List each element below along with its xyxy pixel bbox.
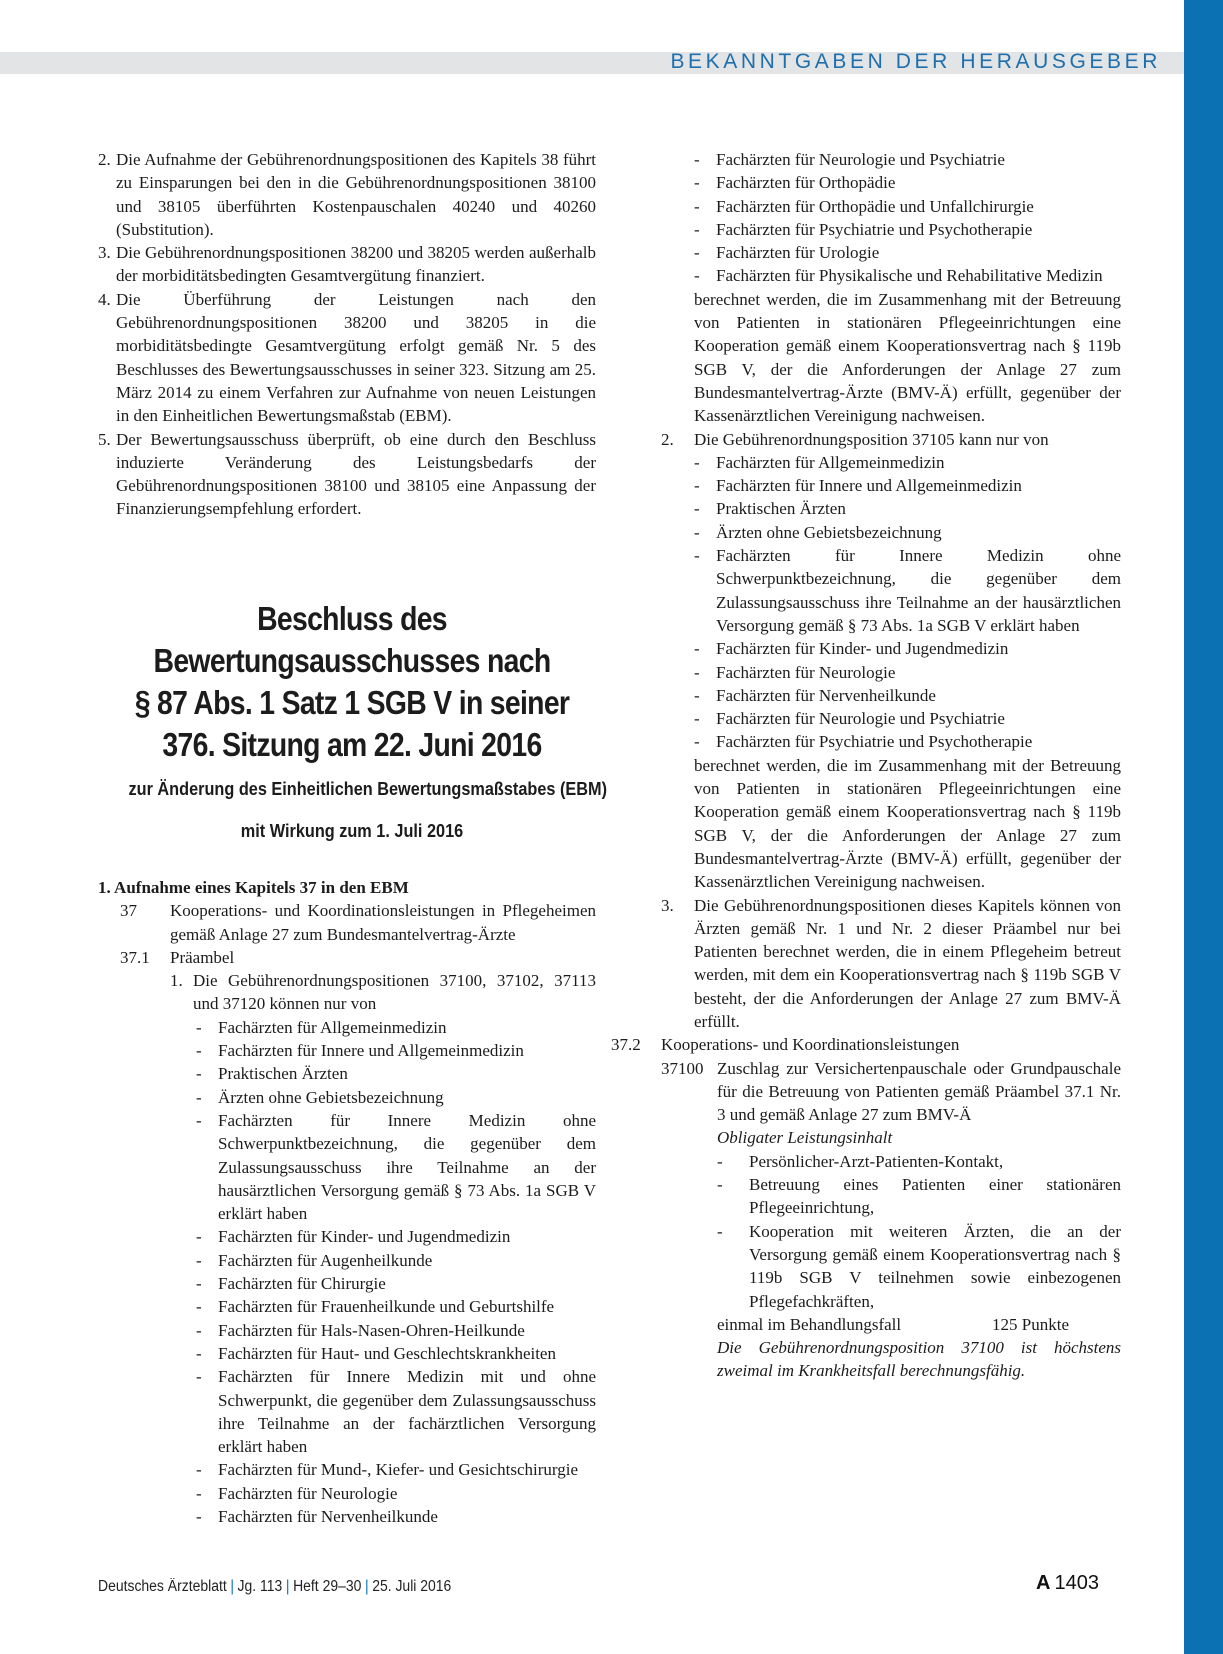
list-item — [639, 707, 1121, 730]
list-item-text: Fachärzten für Innere Medizin ohne Schwerpunktbezeichnung, die gegenüber dem Zulassungsausschuss ihre Teilnahme an der hausärztlichen Versorgung gemäß § 73 Abs. 1a SGB V erklärt haben — [218, 1110, 596, 1224]
list-dash: - — [694, 476, 700, 496]
list-dash: - — [694, 639, 700, 659]
subchapter-37-1 — [98, 946, 596, 969]
list-item — [98, 1295, 596, 1318]
intro-number: 2. — [98, 150, 111, 169]
list-dash: - — [717, 1151, 723, 1171]
list-item-text: Fachärzten für Psychiatrie und Psychotherapie — [716, 219, 1033, 239]
list-item-text: Fachärzten für Haut- und Geschlechtskrankheiten — [218, 1343, 556, 1363]
preamble-item-2 — [639, 428, 1121, 451]
list-item — [639, 1220, 1121, 1313]
list-dash: - — [196, 1274, 202, 1294]
list-item — [639, 195, 1121, 218]
intro-item — [98, 288, 596, 428]
list-item — [639, 637, 1121, 660]
page-number — [1036, 1572, 1099, 1595]
list-item — [639, 148, 1121, 171]
list-item-text: Fachärzten für Kinder- und Jugendmedizin — [716, 639, 1009, 659]
list-item — [98, 1482, 596, 1505]
heading-line: § 87 Abs. 1 Satz 1 SGB V in seiner — [134, 684, 570, 721]
journal-date: 25. Juli 2016 — [372, 1578, 452, 1595]
list-item — [639, 474, 1121, 497]
intro-number: 4. — [98, 289, 111, 309]
list-item — [639, 451, 1121, 474]
intro-number: 3. — [98, 243, 111, 263]
list-dash: - — [196, 1064, 202, 1084]
list-item — [639, 521, 1121, 544]
list-item-text: Fachärzten für Innere Medizin mit und ohne Schwerpunkt, die gegenüber dem Zulassungsausschuss ihre Teilnahme an der fachärztlichen Versorgung erklärt haben — [218, 1367, 596, 1457]
section-title: 1. Aufnahme eines Kapitels 37 in den EBM — [98, 878, 409, 897]
list-item — [98, 1272, 596, 1295]
gop-number: 37100 — [661, 1058, 704, 1078]
subchapter-37-2 — [611, 1033, 1121, 1056]
list-item-text: Fachärzten für Hals-Nasen-Ohren-Heilkunde — [218, 1320, 525, 1340]
chapter-title: Kooperations- und Koordinationsleistungen in Pflegeheimen gemäß Anlage 27 zum Bundesmantelvertrag-Ärzte — [170, 901, 596, 944]
list-dash: - — [196, 1087, 202, 1107]
list-dash: - — [694, 709, 700, 729]
intro-text: Die Aufnahme der Gebührenordnungspositionen des Kapitels 38 führt zu Einsparungen bei den in die Gebührenordnungspositionen 38100 und 38105 überführten Kostenpauschalen 40240 und 40260 (Substitution). — [116, 150, 596, 239]
list-item-text: Fachärzten für Orthopädie und Unfallchirurgie — [716, 196, 1034, 216]
page-number-value: 1403 — [1054, 1572, 1099, 1594]
list-dash: - — [717, 1221, 723, 1241]
list-dash: - — [694, 732, 700, 752]
list-dash: - — [694, 499, 700, 519]
list-dash: - — [694, 243, 700, 263]
list-item — [98, 1039, 596, 1062]
subchapter-number: 37.1 — [120, 947, 150, 967]
gop-description: Zuschlag zur Versichertenpauschale oder Grundpauschale für die Betreuung von Patienten gemäß Präambel 37.1 Nr. 3 und gemäß Anlage 27 zum BMV-Ä — [717, 1058, 1121, 1125]
list-item-text: Fachärzten für Nervenheilkunde — [716, 685, 936, 705]
list-item-text: Praktischen Ärzten — [716, 499, 846, 519]
list-item — [98, 1225, 596, 1248]
list-item-text: Fachärzten für Augenheilkunde — [218, 1250, 433, 1270]
list-dash: - — [196, 1343, 202, 1363]
preamble-number: 2. — [661, 429, 674, 449]
list-item-text: Fachärzten für Psychiatrie und Psychotherapie — [716, 732, 1033, 752]
list-item-text: Kooperation mit weiteren Ärzten, die an der Versorgung gemäß einem Kooperationsvertrag nach § 119b SGB V teilnehmen sowie einbezogenen Pflegefachkräften, — [749, 1221, 1121, 1311]
list-item — [639, 684, 1121, 707]
list-item-text: Fachärzten für Nervenheilkunde — [218, 1507, 438, 1527]
chapter-37 — [98, 899, 596, 946]
list-item-text: Fachärzten für Neurologie — [716, 662, 896, 682]
gop-frequency-row — [639, 1313, 1121, 1336]
list-item — [639, 497, 1121, 520]
list-item-text: Fachärzten für Allgemeinmedizin — [716, 452, 945, 472]
list-dash: - — [196, 1250, 202, 1270]
list-item — [639, 1173, 1121, 1220]
list-item-text: Fachärzten für Neurologie und Psychiatrie — [716, 150, 1005, 169]
list-item-text: Fachärzten für Mund-, Kiefer- und Gesichtschirurgie — [218, 1460, 578, 1480]
preamble-item-1 — [98, 969, 596, 1016]
specialist-list — [639, 148, 1121, 288]
list-item — [639, 661, 1121, 684]
list-item-text: Fachärzten für Innere Medizin ohne Schwerpunktbezeichnung, die gegenüber dem Zulassungsausschuss ihre Teilnahme an der hausärztlichen Versorgung gemäß § 73 Abs. 1a SGB V erklärt haben — [716, 546, 1121, 635]
list-item-text: Fachärzten für Frauenheilkunde und Geburtshilfe — [218, 1297, 555, 1317]
right-column — [611, 148, 1121, 1383]
list-dash: - — [196, 1367, 202, 1387]
list-dash: - — [694, 522, 700, 542]
gop-frequency: einmal im Behandlungsfall — [717, 1314, 902, 1334]
list-item-text: Ärzten ohne Gebietsbezeichnung — [218, 1087, 444, 1107]
list-item-text: Ärzten ohne Gebietsbezeichnung — [716, 522, 942, 542]
section1 — [98, 876, 596, 1528]
gop-37100 — [639, 1057, 1121, 1127]
specialist-list — [98, 1016, 596, 1529]
intro-text: Die Gebührenordnungspositionen 38200 und 38205 werden außerhalb der morbiditätsbedingten Gesamtvergütung finanziert. — [116, 243, 596, 286]
list-item — [639, 218, 1121, 241]
list-item-text: Fachärzten für Allgemeinmedizin — [218, 1017, 447, 1037]
list-item-text: Betreuung eines Patienten einer stationären Pflegeeinrichtung, — [749, 1175, 1121, 1218]
list-item — [98, 1458, 596, 1481]
preamble-text: Die Gebührenordnungsposition 37105 kann nur von — [694, 429, 1049, 449]
list-dash: - — [717, 1175, 723, 1195]
heading-line: 376. Sitzung am 22. Juni 2016 — [162, 726, 542, 763]
list-item — [98, 1342, 596, 1365]
gop-content-list — [639, 1150, 1121, 1313]
subchapter-title: Präambel — [170, 947, 235, 967]
journal-issue: Heft 29–30 — [293, 1578, 362, 1595]
preamble-1-tail: berechnet werden, die im Zusammenhang mit der Betreuung von Patienten in stationären Pflegeeinrichtungen eine Kooperation gemäß einem Kooperationsvertrag nach § 119b SGB V, der die Anforderungen der Anlage 27 zum Bundesmantelvertrag-Ärzte (BMV-Ä) erfüllt, gegenüber der Kassenärztlichen Vereinigung nachweisen. — [694, 289, 1121, 426]
list-item — [98, 1016, 596, 1039]
list-item — [639, 1150, 1121, 1173]
preamble-2-tail: berechnet werden, die im Zusammenhang mit der Betreuung von Patienten in stationären Pflegeeinrichtungen eine Kooperation gemäß einem Kooperationsvertrag nach § 119b SGB V, der die Anforderungen der Anlage 27 zum Bundesmantelvertrag-Ärzte (BMV-Ä) erfüllt, gegenüber der Kassenärztlichen Vereinigung nachweisen. — [694, 755, 1121, 892]
list-dash: - — [694, 685, 700, 705]
list-item — [639, 264, 1121, 287]
preamble-item-3 — [639, 894, 1121, 1034]
journal-name: Deutsches Ärzteblatt — [98, 1578, 227, 1595]
list-item — [98, 1505, 596, 1528]
list-dash: - — [196, 1460, 202, 1480]
list-dash: - — [694, 662, 700, 682]
section-label: BEKANNTGABEN DER HERAUSGEBER — [670, 50, 1161, 73]
preamble-text: Die Gebührenordnungspositionen dieses Kapitels können von Ärzten gemäß Nr. 1 und Nr. 2 dieser Präambel nur bei Patienten berechnet werden, die in einem Pflegeheim betreut werden, mit dem ein Kooperationsvertrag nach § 119b SGB V besteht, der die Anforderungen der Anlage 27 zum BMV-Ä erfüllt. — [694, 895, 1121, 1031]
list-dash: - — [196, 1320, 202, 1340]
preamble-number: 1. — [170, 971, 183, 991]
list-item — [98, 1062, 596, 1085]
list-item — [98, 1086, 596, 1109]
intro-item — [98, 428, 596, 521]
heading-subtitle: zur Änderung des Einheitlichen Bewertungsmaßstabes (EBM) — [128, 778, 608, 799]
heading-effective-date: mit Wirkung zum 1. Juli 2016 — [240, 820, 464, 841]
list-item — [639, 544, 1121, 637]
list-item-text: Fachärzten für Urologie — [716, 243, 880, 263]
list-item — [98, 1249, 596, 1272]
list-dash: - — [196, 1227, 202, 1247]
intro-number: 5. — [98, 429, 111, 449]
list-dash: - — [694, 266, 700, 286]
list-item — [639, 730, 1121, 753]
list-item-text: Fachärzten für Innere und Allgemeinmedizin — [716, 476, 1022, 496]
heading-line: Bewertungsausschusses nach — [153, 642, 551, 679]
list-dash: - — [694, 173, 700, 193]
list-item — [639, 171, 1121, 194]
preamble-number: 3. — [661, 895, 674, 915]
intro-item — [98, 241, 596, 288]
list-item-text: Persönlicher-Arzt-Patienten-Kontakt, — [749, 1151, 1004, 1171]
list-item — [98, 1319, 596, 1342]
list-item-text: Fachärzten für Innere und Allgemeinmedizin — [218, 1041, 524, 1061]
list-dash: - — [196, 1017, 202, 1037]
subchapter-title: Kooperations- und Koordinationsleistungen — [661, 1035, 960, 1055]
list-item — [98, 1109, 596, 1225]
list-item-text: Fachärzten für Neurologie und Psychiatrie — [716, 709, 1005, 729]
gop-points: 125 Punkte — [992, 1314, 1069, 1334]
list-item-text: Fachärzten für Orthopädie — [716, 173, 896, 193]
intro-text: Die Überführung der Leistungen nach den Gebührenordnungspositionen 38200 und 38205 in die morbiditätsbedingte Gesamtvergütung erfolgt gemäß Nr. 5 des Beschlusses des Bewertungsausschusses in seiner 323. Sitzung am 25. März 2014 zu einem Verfahren zur Aufnahme von neuen Leistungen in den Einheitlichen Bewertungsmaßstab (EBM). — [116, 289, 596, 426]
subchapter-number: 37.2 — [611, 1035, 641, 1055]
gop-obligatory-label: Obligater Leistungsinhalt — [717, 1128, 893, 1148]
list-item-text: Fachärzten für Physikalische und Rehabilitative Medizin — [716, 266, 1103, 286]
resolution-heading — [98, 598, 606, 846]
list-dash: - — [196, 1297, 202, 1317]
gop-note: Die Gebührenordnungsposition 37100 ist höchstens zweimal im Krankheitsfall berechnungsfähig. — [717, 1338, 1121, 1381]
list-dash: - — [694, 219, 700, 239]
list-item-text: Praktischen Ärzten — [218, 1064, 348, 1084]
list-dash: - — [694, 546, 700, 566]
preamble-text: Die Gebührenordnungspositionen 37100, 37102, 37113 und 37120 können nur von — [193, 971, 596, 1014]
intro-item — [98, 148, 596, 241]
heading-line: Beschluss des — [257, 600, 447, 637]
page-prefix: A — [1036, 1572, 1051, 1594]
list-item — [639, 241, 1121, 264]
journal-volume: Jg. 113 — [237, 1578, 283, 1595]
list-item-text: Fachärzten für Kinder- und Jugendmedizin — [218, 1227, 511, 1247]
list-dash: - — [694, 150, 700, 169]
list-dash: - — [196, 1041, 202, 1061]
list-dash: - — [196, 1507, 202, 1527]
left-column — [98, 148, 596, 521]
chapter-number: 37 — [120, 901, 137, 921]
list-dash: - — [694, 196, 700, 216]
footer-citation: Deutsches Ärzteblatt | Jg. 113 | Heft 29–30 | 25. Juli 2016 — [98, 1578, 452, 1595]
list-dash: - — [196, 1483, 202, 1503]
list-item-text: Fachärzten für Chirurgie — [218, 1274, 386, 1294]
specialist-list — [639, 451, 1121, 754]
side-color-bar — [1184, 0, 1223, 1654]
list-item — [98, 1365, 596, 1458]
intro-text: Der Bewertungsausschuss überprüft, ob eine durch den Beschluss induzierte Veränderung des Leistungsbedarfs der Gebührenordnungspositionen 38100 und 38105 eine Anpassung der Finanzierungsempfehlung erfordert. — [116, 429, 596, 519]
list-dash: - — [694, 452, 700, 472]
list-item-text: Fachärzten für Neurologie — [218, 1483, 398, 1503]
list-dash: - — [196, 1110, 202, 1130]
